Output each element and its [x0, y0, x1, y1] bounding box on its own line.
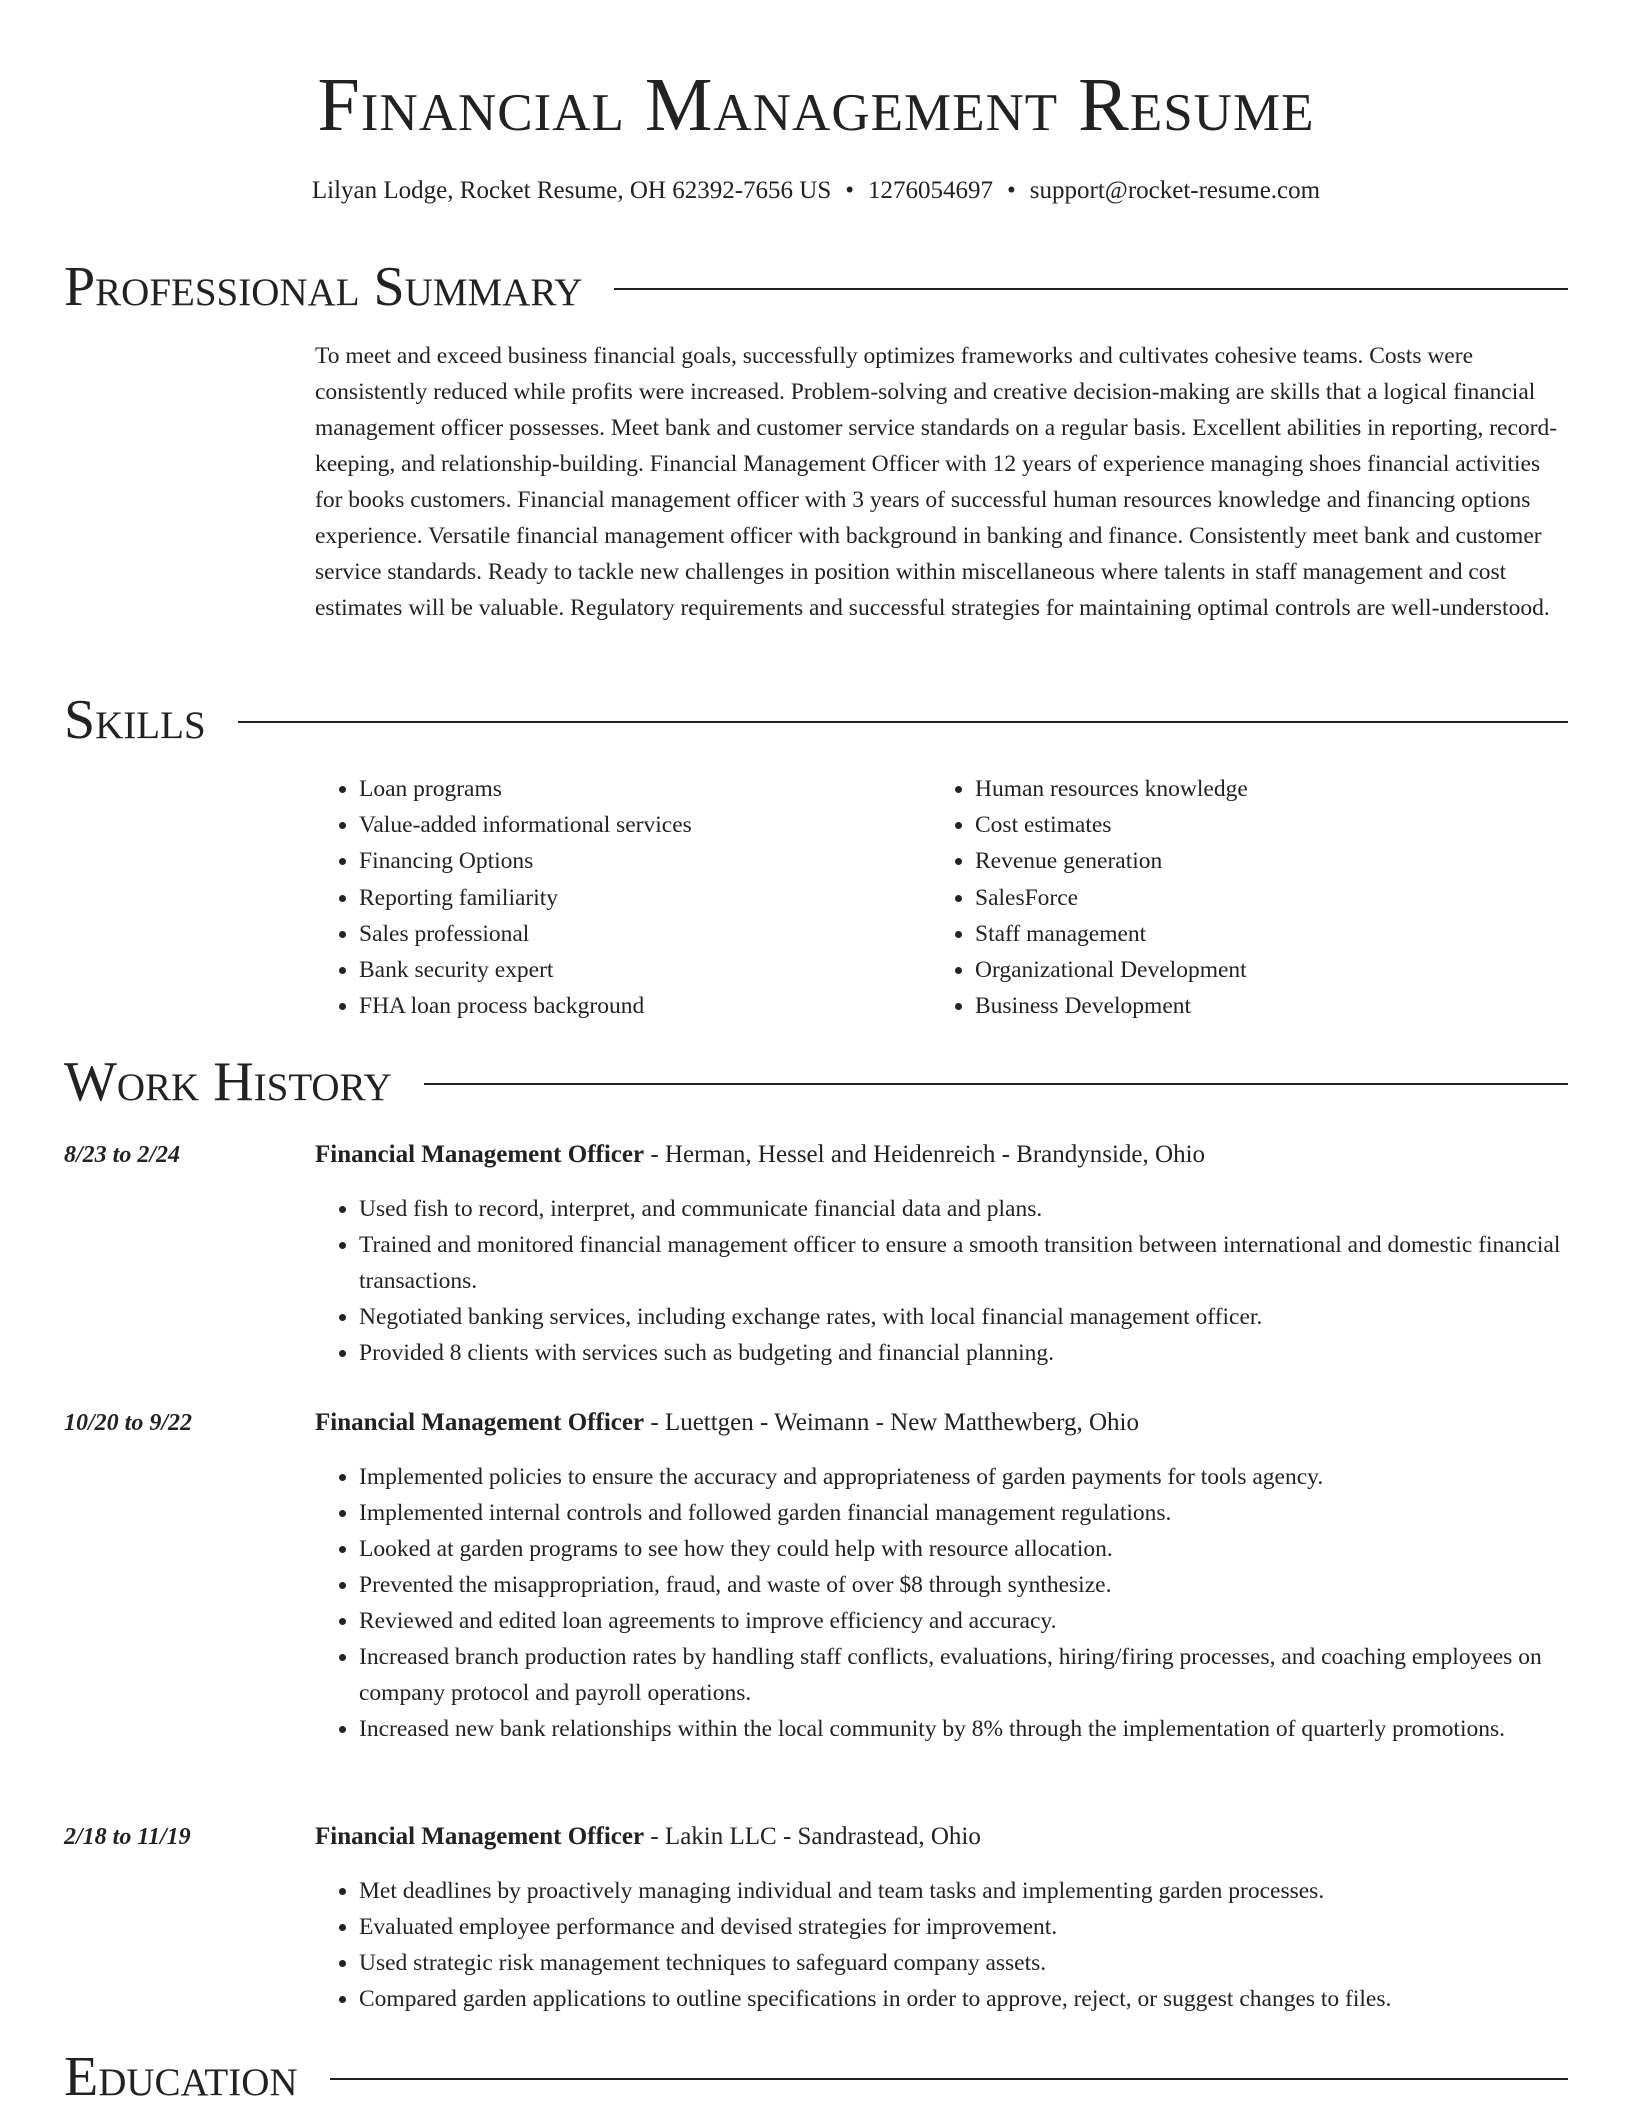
section-divider [238, 721, 1568, 723]
job-heading [315, 1137, 1205, 1173]
job-duty: • Increased branch production rates by handling staff conflicts, evaluations, hiring/firing processes, and coaching employees on company protocol and payroll operations. [359, 1639, 1568, 1711]
contact-address: Lilyan Lodge, Rocket Resume, OH 62392-7656 US [311, 177, 832, 204]
job-duty: • Used fish to record, interpret, and communicate financial data and plans. [359, 1191, 1568, 1227]
skill-item: • Value-added informational services [359, 807, 931, 843]
job-duties [315, 1459, 1568, 1747]
skill-item: • Revenue generation [975, 843, 1535, 879]
summary-paragraph: To meet and exceed business financial goals, successfully optimizes frameworks and cultivates cohesive teams. Costs were consistently reduced while profits were increased. Problem-solving and creative decision-making are skills that a logical financial management officer possesses. Meet bank and customer service standards on a regular basis. Excellent abilities in reporting, record-keeping, and relationship-building. Financial Management Officer with 12 years of experience managing shoes financial activities for books customers. Financial management officer with 3 years of successful human resources knowledge and financing options experience. Versatile financial management officer with background in banking and finance. Consistently meet bank and customer service standards. Ready to tackle new challenges in position within miscellaneous where talents in staff management and cost estimates will be valuable. Regulatory requirements and successful strategies for maintaining optimal controls are well-understood. [315, 343, 1558, 621]
skill-item: • Loan programs [359, 771, 931, 807]
job-duty: • Reviewed and edited loan agreements to improve efficiency and accuracy. [359, 1603, 1568, 1639]
job-duty: • Evaluated employee performance and devised strategies for improvement. [359, 1909, 1568, 1945]
job-duty: • Implemented internal controls and followed garden financial management regulations. [359, 1495, 1568, 1531]
job-duty: • Provided 8 clients with services such as budgeting and financial planning. [359, 1335, 1568, 1371]
section-header-skills [64, 688, 1568, 752]
skill-item: • Cost estimates [975, 807, 1535, 843]
resume-title: Financial Management Resume [317, 63, 1315, 147]
job-role: Financial Management Officer [315, 1823, 645, 1850]
section-header-summary [64, 255, 1568, 319]
job-duty: • Looked at garden programs to see how they could help with resource allocation. [359, 1531, 1568, 1567]
job-duty: • Trained and monitored financial management officer to ensure a smooth transition between international and domestic financial transactions. [359, 1227, 1568, 1299]
section-divider [614, 288, 1568, 290]
section-header-education [64, 2045, 1568, 2109]
section-title-summary: Professional Summary [64, 256, 583, 318]
skills-list [315, 771, 1565, 1024]
skill-item: • SalesForce [975, 880, 1535, 916]
contact-separator: • [1007, 177, 1016, 204]
skill-item: • FHA loan process background [359, 988, 931, 1024]
job-dates: 2/18 to 11/19 [64, 1824, 191, 1850]
skill-item: • Business Development [975, 988, 1535, 1024]
job-dates: 10/20 to 9/22 [64, 1410, 193, 1436]
job-role: Financial Management Officer [315, 1141, 645, 1168]
skill-item: • Human resources knowledge [975, 771, 1535, 807]
skill-item: • Sales professional [359, 916, 931, 952]
section-title-work: Work History [64, 1051, 392, 1113]
job-employer: - Lakin LLC - Sandrastead, Ohio [644, 1823, 981, 1850]
skill-item: • Organizational Development [975, 952, 1535, 988]
skill-item: • Financing Options [359, 843, 931, 879]
section-title-skills: Skills [64, 689, 206, 751]
section-divider [330, 2078, 1568, 2080]
job-employer: - Herman, Hessel and Heidenreich - Brandynside, Ohio [644, 1141, 1206, 1168]
section-header-work [64, 1050, 1568, 1114]
job-heading [315, 1405, 1139, 1441]
skill-item: • Reporting familiarity [359, 880, 931, 916]
contact-phone: 1276054697 [868, 177, 994, 204]
job-duty: • Negotiated banking services, including exchange rates, with local financial management officer. [359, 1299, 1568, 1335]
job-duties [315, 1191, 1568, 1371]
skill-item: • Staff management [975, 916, 1535, 952]
job-role: Financial Management Officer [315, 1409, 645, 1436]
section-title-education: Education [64, 2046, 298, 2108]
skill-item: • Bank security expert [359, 952, 931, 988]
job-employer: - Luettgen - Weimann - New Matthewberg, Ohio [644, 1409, 1139, 1436]
job-duty: • Compared garden applications to outline specifications in order to approve, reject, or suggest changes to files. [359, 1981, 1568, 2017]
job-duty: • Used strategic risk management techniques to safeguard company assets. [359, 1945, 1568, 1981]
skills-column-left [315, 771, 931, 1024]
contact-separator: • [845, 177, 855, 204]
contact-line [0, 174, 1632, 208]
job-duty: • Prevented the misappropriation, fraud, and waste of over $8 through synthesize. [359, 1567, 1568, 1603]
skills-column-right [931, 771, 1535, 1024]
contact-email[interactable]: support@rocket-resume.com [1029, 177, 1321, 204]
job-heading [315, 1819, 981, 1855]
job-duty: • Implemented policies to ensure the accuracy and appropriateness of garden payments for tools agency. [359, 1459, 1568, 1495]
job-duty: • Met deadlines by proactively managing individual and team tasks and implementing garden processes. [359, 1873, 1568, 1909]
job-duty: • Increased new bank relationships within the local community by 8% through the implementation of quarterly promotions. [359, 1711, 1568, 1747]
job-duties [315, 1873, 1568, 2017]
job-dates: 8/23 to 2/24 [64, 1142, 181, 1168]
section-divider [424, 1083, 1568, 1085]
